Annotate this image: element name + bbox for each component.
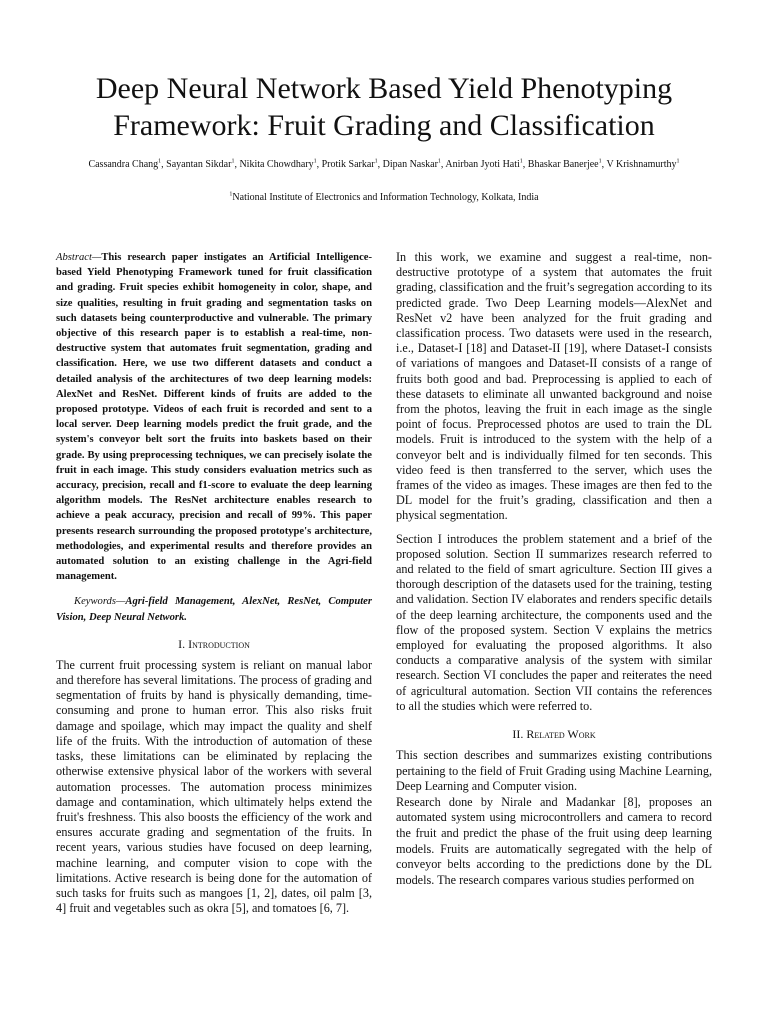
keywords-text: Agri-field Management, AlexNet, ResNet, Computer Vision, Deep Neural Network. bbox=[56, 596, 372, 623]
author-affiliation-mark: 1 bbox=[231, 158, 235, 165]
author-affiliation-mark: 1 bbox=[313, 158, 317, 165]
author-list: Cassandra Chang$^1$, Sayantan Sikdar$^1$, Nikita Chowdhary$^1$, Protik Sarkar$^1$, Dipan Naskar$^1$, Anirban Jyoti Hati$^1$, Bhaskar Banerjee$^1$, V Krishnamurthy$^1$ bbox=[88, 158, 680, 170]
right-column bbox=[396, 250, 712, 888]
author-name: Dipan Naskar bbox=[382, 159, 438, 170]
author-affiliation-mark: 1 bbox=[598, 158, 602, 165]
left-column bbox=[56, 250, 372, 916]
affiliation-text: National Institute of Electronics and Information Technology, Kolkata, India bbox=[232, 192, 539, 203]
author-name: Anirban Jyoti Hati bbox=[445, 159, 520, 170]
author-name: Nikita Chowdhary bbox=[239, 159, 314, 170]
related-work-paragraph: This section describes and summarizes existing contributions pertaining to the field of Fruit Grading using Machine Learning, Deep Learning and Computer vision. bbox=[396, 748, 712, 794]
abstract-text: This research paper instigates an Artificial Intelligence-based Yield Phenotyping Framework tuned for fruit classification and grading. Fruit species exhibit homogeneity in color, shape, and size qualities, resulting in fruit grading and segmentation tasks on such datasets being counterproductive and vulnerable. The primary objective of this research paper is to establish a real-time, non-destructive system that automates fruit segmentation, grading and classification. Here, we use two different datasets and conduct a detailed analysis of the architectures of two deep learning models: AlexNet and ResNet. Different kinds of fruits are added to the proposed prototype. Videos of each fruit is recorded and sent to a local server. Deep learning models predict the fruit grade, and the system's conveyor belt sort the fruits into baskets based on their grade. By using preprocessing techniques, we can precisely isolate the fruit in each image. This study considers evaluation metrics such as accuracy, precision, recall and f1-score to evaluate the deep learning algorithm models. The ResNet architecture enables research to achieve a peak accuracy, precision and recall of 99%. This paper presents research surrounding the proposed prototype's architecture, methodologies, and experimental results and therefore provides an automated solution to an existing challenge in the Agri-field management. bbox=[56, 252, 372, 583]
affiliation bbox=[40, 191, 728, 205]
abstract-label: Abstract— bbox=[56, 252, 102, 263]
author-name: Sayantan Sikdar bbox=[166, 159, 232, 170]
author-affiliation-mark: 1 bbox=[374, 158, 378, 165]
affiliation-mark: 1 bbox=[229, 191, 233, 198]
author-name: Protik Sarkar bbox=[321, 159, 375, 170]
body-paragraph: Section I introduces the problem statement and a brief of the proposed solution. Section II summarizes research referred to and related to the field of smart agriculture. Section III gives a thorough description of the datasets used for the training, testing and validation. Section IV elaborates and renders specific details of the deep learning architecture, the components used and the flow of the proposed system. Section V explains the metrics employed for evaluating the proposed algorithms. It also conducts a comparative analysis of the system with similar research. Section VI concludes the paper and reiterates the need of agricultural automation. Section VII contains the references to all the studies which were referred to. bbox=[396, 531, 712, 713]
paper-title: Deep Neural Network Based Yield Phenotyping Framework: Fruit Grading and Classification bbox=[95, 72, 673, 142]
related-work-paragraph: Research done by Nirale and Madankar [8], proposes an automated system using microcontrollers and camera to record the fruit and predict the phase of the fruit using deep learning models. Fruits are automatically segregated with the help of conveyor belts according to the predictions done by the DL models. The research compares various studies performed on bbox=[396, 794, 712, 887]
introduction-paragraph: The current fruit processing system is reliant on manual labor and therefore has several limitations. The process of grading and segmentation of fruits by hand is physically demanding, time-consuming and prone to human error. This also risks fruit damage and spoilage, which may impact the quality and shelf life of the fruits. With the introduction of automation of these tasks, these limitations can be eliminated by replacing the otherwise extensive physical labor of the workers with several automation processes. The automation process minimizes damage and contamination, which ultimately helps extend the fruit's freshness. This also boosts the efficiency of the work and ensures accurate grading and segmentation of the fruits. In recent years, various studies have focused on deep learning, machine learning, and computer vision to cope with the limitations. Active research is being done for the automation of such tasks for fruits such as mangoes [1, 2], dates, oil palm [3, 4] fruit and vegetables such as okra [5], and tomatoes [6, 7]. bbox=[56, 657, 372, 916]
author-name: V Krishnamurthy bbox=[606, 159, 677, 170]
body-paragraph: In this work, we examine and suggest a real-time, non-destructive prototype of a system that automates the fruit grading, classification and the fruit’s segregation according to its predicted grade. Two Deep Learning models—AlexNet and ResNet v2 have been analyzed for the fruit grading and classification process. Two datasets were used in the research, i.e., Dataset-I [18] and Dataset-II [19], where Dataset-I consists of variations of mangoes and Dataset-II consists of a range of fruits both good and bad. Preprocessing is applied to each of these datasets to eliminate all unwanted background and noise from the photos, leaving the fruit in each image as the single point of focus. Preprocessed photos are used to train the DL models. Fruit is introduced to the system with the help of a conveyor belt and is individually filmed for ten seconds. This video feed is then transferred to the server, which uses the frames of the video as images. These images are then fed to the DL model for the fruit’s grading, classification and then a physical segmentation. bbox=[396, 250, 712, 523]
author-affiliation-mark: 1 bbox=[437, 158, 441, 165]
abstract bbox=[56, 250, 372, 584]
author-name: Bhaskar Banerjee bbox=[527, 159, 599, 170]
author-affiliation-mark: 1 bbox=[676, 158, 680, 165]
keywords-label: Keywords— bbox=[74, 596, 126, 608]
author-affiliation-mark: 1 bbox=[158, 158, 162, 165]
author-name: Cassandra Chang bbox=[88, 159, 159, 170]
author-affiliation-mark: 1 bbox=[519, 158, 523, 165]
section-heading-related-work: II. Related Work bbox=[512, 727, 596, 742]
keywords bbox=[56, 594, 372, 624]
section-heading-introduction: I. Introduction bbox=[178, 636, 250, 651]
